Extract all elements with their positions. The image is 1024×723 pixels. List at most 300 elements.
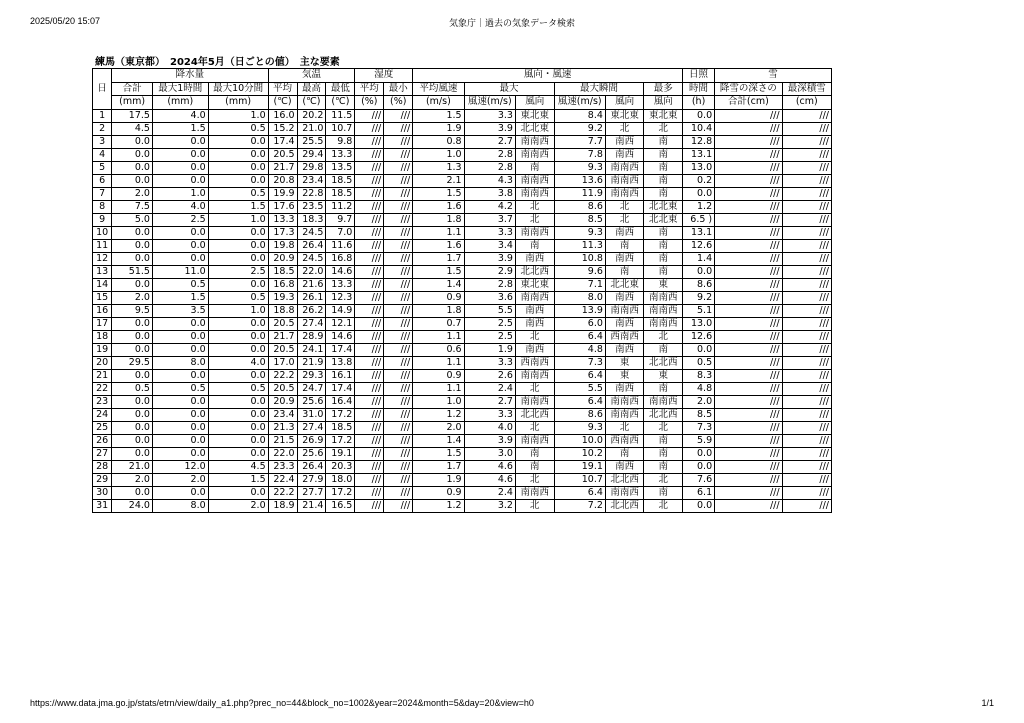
table-cell: 0.0 bbox=[152, 317, 208, 330]
table-cell: 4.5 bbox=[208, 460, 268, 473]
table-cell: 7.6 bbox=[683, 473, 715, 486]
table-cell: /// bbox=[715, 382, 782, 395]
table-cell: 20.9 bbox=[268, 395, 297, 408]
table-cell: 南南西 bbox=[515, 486, 554, 499]
unit-temp-max: (℃) bbox=[297, 96, 326, 110]
table-cell: /// bbox=[384, 343, 413, 356]
day-cell: 31 bbox=[93, 499, 112, 512]
table-cell: 南 bbox=[644, 486, 683, 499]
table-cell: 0.0 bbox=[152, 343, 208, 356]
table-cell: 南西 bbox=[605, 148, 644, 161]
table-cell: 南 bbox=[644, 434, 683, 447]
table-cell: 18.0 bbox=[326, 473, 355, 486]
table-cell: 0.0 bbox=[112, 447, 153, 460]
table-row bbox=[93, 174, 832, 187]
table-cell: 4.8 bbox=[683, 382, 715, 395]
day-cell: 4 bbox=[93, 148, 112, 161]
table-cell: /// bbox=[782, 252, 831, 265]
table-cell: 0.0 bbox=[208, 421, 268, 434]
day-cell: 12 bbox=[93, 252, 112, 265]
table-cell: 7.8 bbox=[554, 148, 605, 161]
table-cell: /// bbox=[355, 161, 384, 174]
table-cell: 0.5 bbox=[152, 382, 208, 395]
table-cell: 0.0 bbox=[208, 252, 268, 265]
table-cell: 北 bbox=[515, 473, 554, 486]
print-page-number: 1/1 bbox=[981, 698, 994, 708]
table-cell: /// bbox=[384, 291, 413, 304]
document-title: 練馬（東京都） 2024年5月（日ごとの値） 主な要素 bbox=[95, 57, 340, 68]
table-cell: 16.5 bbox=[326, 499, 355, 512]
col-group-humidity: 湿度 bbox=[355, 69, 413, 83]
table-cell: 南西 bbox=[605, 291, 644, 304]
table-cell: /// bbox=[384, 499, 413, 512]
col-header-precip-max10m: 最大10分間 bbox=[208, 82, 268, 96]
table-cell: /// bbox=[355, 122, 384, 135]
table-cell: 西南西 bbox=[515, 356, 554, 369]
table-cell: 9.8 bbox=[326, 135, 355, 148]
table-cell: 0.9 bbox=[413, 486, 464, 499]
day-cell: 1 bbox=[93, 109, 112, 122]
subheader-snowfall-total: 合計(cm) bbox=[715, 96, 782, 110]
table-cell: 0.0 bbox=[152, 434, 208, 447]
table-cell: 南 bbox=[644, 174, 683, 187]
table-cell: 21.5 bbox=[268, 434, 297, 447]
table-cell: 18.8 bbox=[268, 304, 297, 317]
table-cell: 2.4 bbox=[464, 486, 515, 499]
table-cell: /// bbox=[782, 291, 831, 304]
table-cell: 東北東 bbox=[515, 109, 554, 122]
col-header-day: 日 bbox=[93, 69, 112, 110]
table-cell: 0.0 bbox=[112, 317, 153, 330]
table-cell: 9.2 bbox=[554, 122, 605, 135]
day-cell: 30 bbox=[93, 486, 112, 499]
table-cell: 0.0 bbox=[208, 369, 268, 382]
table-cell: 0.0 bbox=[152, 408, 208, 421]
table-cell: 11.6 bbox=[326, 239, 355, 252]
table-cell: 12.6 bbox=[683, 239, 715, 252]
table-cell: /// bbox=[355, 135, 384, 148]
day-cell: 13 bbox=[93, 265, 112, 278]
table-cell: /// bbox=[355, 343, 384, 356]
table-cell: 1.2 bbox=[683, 200, 715, 213]
table-row bbox=[93, 109, 832, 122]
table-cell: 0.0 bbox=[208, 434, 268, 447]
table-cell: 19.1 bbox=[554, 460, 605, 473]
table-cell: 東北東 bbox=[515, 278, 554, 291]
table-cell: 11.9 bbox=[554, 187, 605, 200]
table-cell: 0.7 bbox=[413, 317, 464, 330]
table-row bbox=[93, 200, 832, 213]
col-header-temp-avg: 平均 bbox=[268, 82, 297, 96]
table-cell: 0.0 bbox=[208, 447, 268, 460]
table-cell: 26.1 bbox=[297, 291, 326, 304]
table-cell: 北北東 bbox=[644, 213, 683, 226]
table-cell: 3.9 bbox=[464, 252, 515, 265]
day-cell: 25 bbox=[93, 421, 112, 434]
table-cell: 0.5 bbox=[683, 356, 715, 369]
table-row bbox=[93, 369, 832, 382]
table-cell: 0.0 bbox=[112, 135, 153, 148]
table-row bbox=[93, 330, 832, 343]
table-cell: /// bbox=[782, 109, 831, 122]
table-cell: /// bbox=[782, 304, 831, 317]
table-cell: /// bbox=[384, 187, 413, 200]
table-row bbox=[93, 278, 832, 291]
col-group-wind: 風向・風速 bbox=[413, 69, 683, 83]
table-cell: /// bbox=[384, 408, 413, 421]
table-cell: 8.0 bbox=[152, 499, 208, 512]
table-cell: 3.9 bbox=[464, 122, 515, 135]
table-cell: 4.0 bbox=[464, 421, 515, 434]
col-header-temp-max: 最高 bbox=[297, 82, 326, 96]
table-cell: 北 bbox=[515, 499, 554, 512]
table-cell: 1.9 bbox=[413, 473, 464, 486]
table-cell: 0.0 bbox=[152, 161, 208, 174]
table-cell: 1.0 bbox=[152, 187, 208, 200]
table-cell: 0.9 bbox=[413, 369, 464, 382]
table-cell: 20.5 bbox=[268, 148, 297, 161]
table-cell: 北北西 bbox=[605, 499, 644, 512]
table-cell: 21.7 bbox=[268, 161, 297, 174]
table-cell: 1.3 bbox=[413, 161, 464, 174]
table-cell: 17.4 bbox=[268, 135, 297, 148]
table-cell: 9.2 bbox=[683, 291, 715, 304]
table-cell: /// bbox=[715, 278, 782, 291]
table-cell: 3.0 bbox=[464, 447, 515, 460]
table-cell: /// bbox=[715, 499, 782, 512]
table-cell: 6.1 bbox=[683, 486, 715, 499]
table-cell: /// bbox=[384, 317, 413, 330]
table-cell: 8.6 bbox=[554, 408, 605, 421]
col-header-wind-gust: 最大瞬間 bbox=[554, 82, 644, 96]
table-cell: /// bbox=[384, 213, 413, 226]
table-cell: /// bbox=[782, 395, 831, 408]
table-cell: 南西 bbox=[605, 317, 644, 330]
table-cell: /// bbox=[782, 213, 831, 226]
table-row bbox=[93, 356, 832, 369]
table-cell: 1.9 bbox=[464, 343, 515, 356]
table-cell: 4.8 bbox=[554, 343, 605, 356]
table-row bbox=[93, 421, 832, 434]
table-cell: 0.0 bbox=[112, 343, 153, 356]
table-cell: /// bbox=[384, 174, 413, 187]
table-cell: /// bbox=[355, 499, 384, 512]
table-cell: 11.3 bbox=[554, 239, 605, 252]
day-cell: 8 bbox=[93, 200, 112, 213]
table-row bbox=[93, 304, 832, 317]
table-cell: 10.7 bbox=[326, 122, 355, 135]
table-cell: 南西 bbox=[515, 317, 554, 330]
table-cell: 南南西 bbox=[605, 304, 644, 317]
table-cell: /// bbox=[715, 317, 782, 330]
table-cell: 27.9 bbox=[297, 473, 326, 486]
table-cell: 1.9 bbox=[413, 122, 464, 135]
table-cell: 13.3 bbox=[268, 213, 297, 226]
table-row bbox=[93, 161, 832, 174]
table-cell: 3.3 bbox=[464, 408, 515, 421]
table-cell: 0.0 bbox=[208, 174, 268, 187]
table-cell: 0.0 bbox=[152, 148, 208, 161]
table-cell: 11.2 bbox=[326, 200, 355, 213]
table-cell: 南 bbox=[515, 447, 554, 460]
table-cell: 0.0 bbox=[112, 486, 153, 499]
table-cell: /// bbox=[384, 460, 413, 473]
table-cell: /// bbox=[355, 226, 384, 239]
table-cell: 29.3 bbox=[297, 369, 326, 382]
table-cell: 南南西 bbox=[644, 304, 683, 317]
table-cell: 2.0 bbox=[112, 187, 153, 200]
table-cell: 0.6 bbox=[413, 343, 464, 356]
table-cell: 17.0 bbox=[268, 356, 297, 369]
table-cell: 16.1 bbox=[326, 369, 355, 382]
table-cell: /// bbox=[355, 148, 384, 161]
subheader-most-dir: 風向 bbox=[644, 96, 683, 110]
table-cell: 南南西 bbox=[605, 408, 644, 421]
table-cell: /// bbox=[715, 226, 782, 239]
table-cell: 17.2 bbox=[326, 408, 355, 421]
table-cell: /// bbox=[384, 200, 413, 213]
table-cell: 10.7 bbox=[554, 473, 605, 486]
table-cell: 北 bbox=[605, 200, 644, 213]
day-cell: 26 bbox=[93, 434, 112, 447]
day-cell: 22 bbox=[93, 382, 112, 395]
table-cell: /// bbox=[715, 135, 782, 148]
table-cell: 22.0 bbox=[297, 265, 326, 278]
table-cell: 20.5 bbox=[268, 343, 297, 356]
table-cell: 南西 bbox=[515, 343, 554, 356]
table-cell: 1.5 bbox=[208, 200, 268, 213]
unit-temp-avg: (℃) bbox=[268, 96, 297, 110]
col-header-precip-total: 合計 bbox=[112, 82, 153, 96]
table-cell: 0.0 bbox=[683, 109, 715, 122]
table-cell: 2.1 bbox=[413, 174, 464, 187]
table-cell: /// bbox=[384, 395, 413, 408]
table-cell: /// bbox=[782, 499, 831, 512]
table-cell: 29.4 bbox=[297, 148, 326, 161]
table-cell: /// bbox=[782, 434, 831, 447]
table-cell: 1.5 bbox=[413, 265, 464, 278]
day-cell: 7 bbox=[93, 187, 112, 200]
table-cell: /// bbox=[782, 148, 831, 161]
table-cell: 南南西 bbox=[605, 174, 644, 187]
table-cell: 4.0 bbox=[208, 356, 268, 369]
table-cell: 2.9 bbox=[464, 265, 515, 278]
table-cell: 10.0 bbox=[554, 434, 605, 447]
table-cell: 1.5 bbox=[152, 291, 208, 304]
table-cell: 北北西 bbox=[644, 356, 683, 369]
table-cell: 0.0 bbox=[112, 408, 153, 421]
table-cell: 0.5 bbox=[208, 187, 268, 200]
table-cell: /// bbox=[355, 356, 384, 369]
table-cell: 北 bbox=[644, 499, 683, 512]
table-cell: 1.8 bbox=[413, 304, 464, 317]
table-cell: 14.6 bbox=[326, 265, 355, 278]
table-cell: /// bbox=[384, 265, 413, 278]
table-cell: 0.5 bbox=[208, 382, 268, 395]
table-cell: 1.0 bbox=[413, 148, 464, 161]
table-cell: 13.1 bbox=[683, 148, 715, 161]
table-cell: /// bbox=[782, 200, 831, 213]
table-cell: /// bbox=[782, 239, 831, 252]
table-cell: 21.9 bbox=[297, 356, 326, 369]
table-cell: 0.0 bbox=[208, 148, 268, 161]
table-cell: 3.7 bbox=[464, 213, 515, 226]
day-cell: 29 bbox=[93, 473, 112, 486]
table-cell: /// bbox=[355, 213, 384, 226]
table-cell: 4.0 bbox=[152, 109, 208, 122]
table-cell: 1.5 bbox=[413, 447, 464, 460]
table-row bbox=[93, 499, 832, 512]
table-cell: 19.1 bbox=[326, 447, 355, 460]
table-cell: 9.5 bbox=[112, 304, 153, 317]
table-cell: /// bbox=[782, 447, 831, 460]
table-cell: 0.0 bbox=[112, 226, 153, 239]
table-cell: /// bbox=[782, 278, 831, 291]
table-cell: 12.0 bbox=[152, 460, 208, 473]
table-cell: 0.0 bbox=[152, 226, 208, 239]
table-cell: /// bbox=[782, 330, 831, 343]
table-cell: 13.8 bbox=[326, 356, 355, 369]
table-cell: 3.3 bbox=[464, 226, 515, 239]
table-row bbox=[93, 265, 832, 278]
table-cell: 0.0 bbox=[208, 330, 268, 343]
table-header bbox=[93, 69, 832, 110]
table-cell: 0.0 bbox=[152, 239, 208, 252]
table-cell: 6.4 bbox=[554, 369, 605, 382]
table-cell: 17.2 bbox=[326, 434, 355, 447]
table-row bbox=[93, 239, 832, 252]
table-cell: 22.2 bbox=[268, 486, 297, 499]
table-cell: 1.1 bbox=[413, 356, 464, 369]
table-cell: 0.8 bbox=[413, 135, 464, 148]
table-cell: 6.0 bbox=[554, 317, 605, 330]
table-cell: /// bbox=[384, 226, 413, 239]
table-cell: /// bbox=[384, 356, 413, 369]
table-cell: 5.1 bbox=[683, 304, 715, 317]
subheader-gust-speed: 風速(m/s) bbox=[554, 96, 605, 110]
table-cell: /// bbox=[715, 330, 782, 343]
table-cell: 0.0 bbox=[112, 330, 153, 343]
table-cell: 0.0 bbox=[208, 278, 268, 291]
table-cell: /// bbox=[355, 486, 384, 499]
col-header-sun-hours: 時間 bbox=[683, 82, 715, 96]
table-cell: 22.8 bbox=[297, 187, 326, 200]
table-cell: /// bbox=[782, 382, 831, 395]
table-cell: 7.3 bbox=[554, 356, 605, 369]
table-cell: /// bbox=[782, 187, 831, 200]
table-cell: 2.8 bbox=[464, 161, 515, 174]
table-cell: 0.0 bbox=[152, 395, 208, 408]
table-cell: 0.0 bbox=[208, 135, 268, 148]
table-cell: 南 bbox=[644, 382, 683, 395]
table-row bbox=[93, 434, 832, 447]
table-cell: 北北西 bbox=[515, 408, 554, 421]
table-cell: 0.0 bbox=[208, 343, 268, 356]
table-cell: 1.0 bbox=[208, 213, 268, 226]
table-cell: 南 bbox=[605, 239, 644, 252]
table-cell: /// bbox=[355, 330, 384, 343]
table-cell: 南 bbox=[644, 161, 683, 174]
table-cell: /// bbox=[355, 187, 384, 200]
table-cell: 0.0 bbox=[112, 421, 153, 434]
table-cell: 14.6 bbox=[326, 330, 355, 343]
table-cell: /// bbox=[384, 304, 413, 317]
unit-humid-min: (%) bbox=[384, 96, 413, 110]
day-cell: 5 bbox=[93, 161, 112, 174]
table-cell: 北 bbox=[515, 330, 554, 343]
table-cell: 8.6 bbox=[554, 200, 605, 213]
table-cell: /// bbox=[782, 356, 831, 369]
table-cell: 0.2 bbox=[683, 174, 715, 187]
table-cell: 5.5 bbox=[464, 304, 515, 317]
day-cell: 3 bbox=[93, 135, 112, 148]
table-cell: 0.0 bbox=[112, 161, 153, 174]
table-cell: 7.5 bbox=[112, 200, 153, 213]
table-cell: 北 bbox=[515, 382, 554, 395]
table-cell: 8.4 bbox=[554, 109, 605, 122]
table-cell: /// bbox=[782, 161, 831, 174]
table-cell: 2.5 bbox=[464, 317, 515, 330]
table-row bbox=[93, 408, 832, 421]
table-cell: 北北西 bbox=[605, 473, 644, 486]
table-cell: 13.9 bbox=[554, 304, 605, 317]
table-cell: 4.6 bbox=[464, 460, 515, 473]
col-header-temp-min: 最低 bbox=[326, 82, 355, 96]
table-cell: 16.4 bbox=[326, 395, 355, 408]
table-row bbox=[93, 226, 832, 239]
table-cell: 南西 bbox=[605, 460, 644, 473]
table-cell: /// bbox=[384, 473, 413, 486]
table-cell: 5.0 bbox=[112, 213, 153, 226]
unit-precip-max10m: (mm) bbox=[208, 96, 268, 110]
table-cell: /// bbox=[715, 343, 782, 356]
table-cell: 5.5 bbox=[554, 382, 605, 395]
table-cell: /// bbox=[782, 135, 831, 148]
table-cell: 南南西 bbox=[515, 369, 554, 382]
table-cell: 南南西 bbox=[515, 434, 554, 447]
table-cell: 6.4 bbox=[554, 395, 605, 408]
table-cell: 27.4 bbox=[297, 317, 326, 330]
table-cell: /// bbox=[355, 460, 384, 473]
table-cell: 3.3 bbox=[464, 109, 515, 122]
table-cell: 0.0 bbox=[152, 486, 208, 499]
day-cell: 10 bbox=[93, 226, 112, 239]
table-cell: 南南西 bbox=[605, 161, 644, 174]
day-cell: 6 bbox=[93, 174, 112, 187]
table-cell: 1.8 bbox=[413, 213, 464, 226]
table-cell: /// bbox=[715, 473, 782, 486]
table-cell: 北 bbox=[515, 200, 554, 213]
table-cell: 26.9 bbox=[297, 434, 326, 447]
table-cell: 北 bbox=[515, 421, 554, 434]
table-cell: 東 bbox=[644, 278, 683, 291]
table-cell: /// bbox=[355, 395, 384, 408]
table-cell: 0.0 bbox=[683, 499, 715, 512]
table-cell: 5.9 bbox=[683, 434, 715, 447]
table-cell: 南 bbox=[644, 252, 683, 265]
table-cell: 10.8 bbox=[554, 252, 605, 265]
table-cell: 1.0 bbox=[208, 109, 268, 122]
table-cell: 6.4 bbox=[554, 330, 605, 343]
table-cell: 18.9 bbox=[268, 499, 297, 512]
table-cell: 29.5 bbox=[112, 356, 153, 369]
day-cell: 14 bbox=[93, 278, 112, 291]
table-cell: /// bbox=[384, 278, 413, 291]
table-cell: 南 bbox=[515, 239, 554, 252]
table-cell: 北北西 bbox=[515, 265, 554, 278]
col-header-wind-max: 最大 bbox=[464, 82, 554, 96]
table-cell: /// bbox=[355, 200, 384, 213]
